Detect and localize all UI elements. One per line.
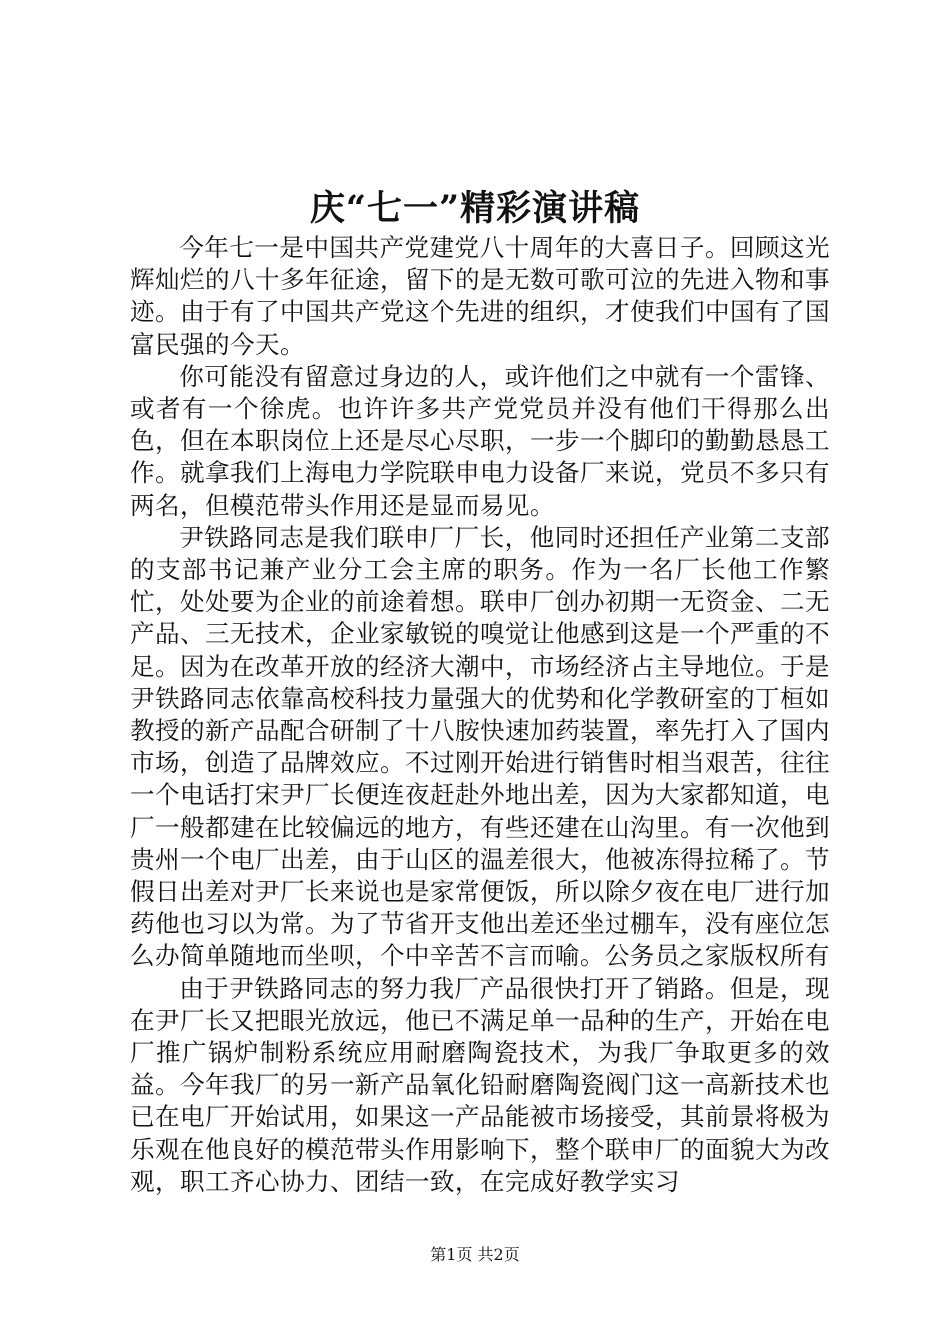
document-body <box>130 232 830 1198</box>
paragraph: 由于尹铁路同志的努力我厂产品很快打开了销路。但是，现在尹厂长又把眼光放远，他已不满足单一品种的生产，开始在电厂推广锅炉制粉系统应用耐磨陶瓷技术，为我厂争取更多的效益。今年我厂的另一新产品氧化铅耐磨陶瓷阀门这一高新技术也已在电厂开始试用，如果这一产品能被市场接受，其前景将极为乐观在他良好的模范带头作用影响下，整个联申厂的面貌大为改观，职工齐心协力、团结一致，在完成好教学实习 <box>130 973 830 1196</box>
paragraph: 尹铁路同志是我们联申厂厂长，他同时还担任产业第二支部的支部书记兼产业分工会主席的职务。作为一名厂长他工作繁忙，处处要为企业的前途着想。联申厂创办初期一无资金、二无产品、三无技术，企业家敏锐的嗅觉让他感到这是一个严重的不足。因为在改革开放的经济大潮中，市场经济占主导地位。于是尹铁路同志依靠高校科技力量强大的优势和化学教研室的丁桓如教授的新产品配合研制了十八胺快速加药装置，率先打入了国内市场，创造了品牌效应。不过刚开始进行销售时相当艰苦，往往一个电话打宋尹厂长便连夜赶赴外地出差，因为大家都知道，电厂一般都建在比较偏远的地方，有些还建在山沟里。有一次他到贵州一个电厂出差，由于山区的温差很大，他被冻得拉稀了。节假日出差对尹厂长来说也是家常便饭，所以除夕夜在电厂进行加药他也习以为常。为了节省开支他出差还坐过棚车，没有座位怎么办简单随地而坐呗，个中辛苦不言而喻。公务员之家版权所有 <box>130 522 830 971</box>
page-number: 第1页 共2页 <box>430 1245 520 1264</box>
paragraph: 今年七一是中国共产党建党八十周年的大喜日子。回顾这光辉灿烂的八十多年征途，留下的是无数可歌可泣的先进入物和事迹。由于有了中国共产党这个先进的组织，才使我们中国有了国富民强的今天。 <box>130 233 830 359</box>
paragraph: 你可能没有留意过身边的人，或许他们之中就有一个雷锋、或者有一个徐虎。也许许多共产党党员并没有他们干得那么出色，但在本职岗位上还是尽心尽职，一步一个脚印的勤勤恳恳工作。就拿我们上海电力学院联申电力设备厂来说，党员不多只有两名，但模范带头作用还是显而易见。 <box>130 361 830 520</box>
document-title: 庆“七一”精彩演讲稿 <box>309 188 641 229</box>
